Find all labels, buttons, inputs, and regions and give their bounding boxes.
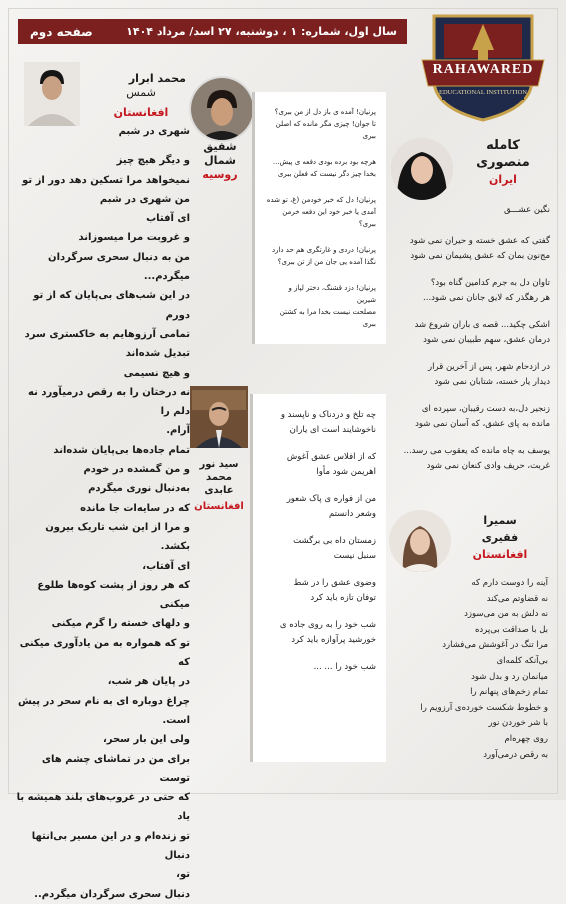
poem-line: گفتی که عشق خسته و حیران نمی شود xyxy=(409,236,550,246)
poem-stanza xyxy=(261,194,376,230)
poem-stanza xyxy=(390,444,550,474)
poem-line: درمان عشق، سهم طبیبان نمی شود xyxy=(423,335,550,345)
poem-line: مصلحت نیست بخدا مرا به کشتن xyxy=(279,308,376,316)
poem-line: روی چهره‌ام xyxy=(504,733,548,744)
poem-line: من به دنبال سحری سرگردان میگردم... xyxy=(48,251,190,283)
samira-last-name: فقیری xyxy=(481,531,519,544)
poem-line: پرنیان! آمده ی باز دل از من ببری؟ xyxy=(274,108,376,116)
poem-line: هر رهگذر که لایق جانان نمی شود... xyxy=(423,293,550,303)
poem-line: سنبل نیست xyxy=(333,551,376,561)
kamela-photo xyxy=(391,138,453,200)
person-icon xyxy=(391,138,453,200)
kamela-first-name: کامله xyxy=(486,138,520,153)
header-bar xyxy=(18,19,407,44)
kamela-country: ایران xyxy=(489,173,517,186)
poem-line: مج‌نون بمان که عشق پشیمان نمی شود xyxy=(410,251,550,261)
poem-line: شب خود را به روی جاده ی xyxy=(279,620,376,630)
poem-line: پرنیان! دل که خبر خودمن (غ، تو شده xyxy=(266,196,376,204)
poem-stanza xyxy=(261,244,376,268)
shafiq-country: روسیه xyxy=(202,168,238,181)
poem-line: مرا تنگ در آغوشش می‌فشارد xyxy=(442,640,548,651)
poem-line: ببری xyxy=(362,320,376,328)
poem-line: تمام زخم‌های پنهانم را xyxy=(470,687,548,698)
poem-line: شب خود را ... ... xyxy=(313,662,376,672)
sayed-country: افغانستان xyxy=(194,501,244,512)
poem-line: و غروبت مرا میسوزاند xyxy=(78,232,190,244)
poem-line: در پایان هر شب، xyxy=(107,676,190,688)
person-icon xyxy=(24,62,80,126)
abrar-photo xyxy=(24,62,80,126)
sayed-name-line1: سید نور محمد xyxy=(199,459,239,483)
poem-line: و دیگر هیچ چیز xyxy=(116,155,190,167)
poem-line: دنبال سحری سرگردان میگردم.. xyxy=(34,888,190,900)
poem-line: تو که همواره به من یادآوری میکنی که xyxy=(19,637,190,669)
poem-line: تو، xyxy=(176,869,190,881)
poem-line: آمدی یا خبر خود این دفعه خرمن xyxy=(282,208,376,216)
poem-line: به رقص درمی‌آورد xyxy=(483,749,548,760)
poem-line: که هر روز از پشت کوه‌ها طلوع میکنی xyxy=(37,579,190,611)
poem-stanza xyxy=(261,156,376,180)
poem-line: آرام. xyxy=(166,425,190,437)
poem-line: زمستان داه بی برگشت xyxy=(293,536,376,546)
poem-stanza xyxy=(259,576,376,606)
poem-line: تمام جاده‌ها بی‌پایان شده‌اند xyxy=(53,444,190,456)
poem-line: نمیخواهد مرا تسکین دهد دور از تو xyxy=(22,174,190,186)
poem-line: دیدار یار خسته، شتابان نمی شود xyxy=(434,377,550,387)
poem-line: و دلهای خسته را گرم میکنی xyxy=(51,618,190,630)
poem-stanza xyxy=(390,318,550,348)
poem-line: برای من در تماشای چشم های توست xyxy=(41,753,190,784)
person-icon xyxy=(190,386,248,448)
poem-line: که حتی در غروب‌های بلند همیشه با یاد xyxy=(16,792,190,823)
shafiq-first-name: شفیق xyxy=(203,140,237,153)
poem-line: آینه را دوست دارم که xyxy=(471,578,548,588)
poem-line-text: ای آفتاب، xyxy=(142,560,190,572)
poem-stanza xyxy=(259,450,376,480)
poem-line: پرنیان! دزد قشنگ، دختر لپاز و xyxy=(288,284,376,292)
poem-line: در این شب‌های بی‌پایان که از تو دورم xyxy=(33,290,190,321)
poem-line: ای آفتاب xyxy=(146,213,190,225)
poem-line: که از افلاس عشق آغوش xyxy=(286,452,376,462)
poem-line: که در سایه‌ات جا مانده xyxy=(80,502,190,514)
poem-stanza xyxy=(259,660,376,675)
poem-line: ولی این بار سحر، xyxy=(102,734,190,746)
poem-line: است. xyxy=(162,714,190,726)
poem-stanza xyxy=(390,360,550,390)
poem-line: چراغ دوباره ای به نام سحر در پیش xyxy=(18,695,190,707)
poem-line: و مرا از این شب تاریک بیرون بکشد. xyxy=(45,521,190,553)
poem-line: بخدا چیز دگر نیست که فعلن ببری xyxy=(277,170,376,178)
poem-line: میانمان رد و بدل شود xyxy=(471,671,548,682)
abrar-poem xyxy=(14,122,190,904)
sayed-poem-box xyxy=(250,394,386,762)
poem-line: تا جوان! چیزی مگر مانده که اصلن ببری xyxy=(275,120,376,140)
poem-line: شهری در شبم xyxy=(118,126,190,137)
poem-line: و من گمشده در خودم xyxy=(83,464,190,476)
poem-line: با شر خوردن نور xyxy=(488,718,548,729)
poem-stanza xyxy=(259,618,376,648)
poem-line: غربت، حریف وادی کنعان نمی شود xyxy=(426,461,550,471)
poem-stanza xyxy=(259,492,376,522)
poem-line: توفان تازه باید کرد xyxy=(310,593,376,603)
samira-country: افغانستان xyxy=(472,548,528,561)
poem-line: پرنیان! دردی و غارتگری هم حد دارد xyxy=(271,246,376,254)
logo-subtitle: EDUCATIONAL INSTITUTION xyxy=(438,89,528,96)
samira-photo xyxy=(389,510,451,572)
poem-line: ناخوشایند است ای یاران xyxy=(289,425,376,435)
shafiq-poem-box xyxy=(252,92,386,344)
poem-line: من شهری در شبم xyxy=(99,193,190,205)
poem-line xyxy=(14,141,190,151)
person-icon xyxy=(191,78,253,140)
poem-line: من از فواره ی پاک شعور xyxy=(286,494,376,504)
poem-line: تو زنده‌ام و در این مسیر بی‌انتها دنبال xyxy=(31,830,190,861)
poem-line: زنجیر دل،به دست رقیبان، سپرده ای xyxy=(421,404,550,414)
kamela-poem xyxy=(390,203,550,486)
poem-stanza xyxy=(261,282,376,330)
poem-stanza xyxy=(261,106,376,142)
poem-line: مانده به پای عشق، که آسان نمی شود xyxy=(415,419,550,429)
poem-line: به‌دنبال نوری میگردم xyxy=(88,483,190,495)
poem-line: خورشید پرآوازه باید کرد xyxy=(291,635,376,645)
poem-line: وشعر دانستم xyxy=(328,509,376,519)
poem-line: وضوی عشق را در شط xyxy=(293,578,376,588)
poem-line: اهریمن شود مأوا xyxy=(316,467,376,477)
samira-poem xyxy=(390,576,548,763)
abrar-name-line1: محمد ابرار xyxy=(128,72,186,85)
poem-line: و هیچ نسیمی xyxy=(123,367,190,379)
sayed-photo xyxy=(190,386,248,448)
poem-line: بی‌آنکه کلمه‌ای xyxy=(496,655,548,666)
shafiq-photo xyxy=(189,76,255,142)
abrar-name-line2: شمس xyxy=(126,86,156,99)
poem-line: شیرین xyxy=(356,296,376,304)
poem-stanza xyxy=(390,276,550,306)
poem-line: تبدیل شده‌اند xyxy=(125,348,190,360)
kamela-last-name: منصوری xyxy=(476,155,530,170)
poem-line: بل با صداقت بی‌پرده xyxy=(474,624,548,635)
poem-line: در ازدحام شهر، پس از آخرین قرار xyxy=(428,362,550,372)
page-label: صفحه دوم xyxy=(30,24,93,39)
rahawared-logo xyxy=(414,10,552,122)
issue-info: سال اول، شماره: ۱ ، دوشنبه، ۲۷ اسد/ مرداد ۱۴۰۴ xyxy=(126,25,397,38)
poem-stanza xyxy=(390,402,550,432)
poem-line: تاوان دل به جرم کدامین گناه بود؟ xyxy=(430,278,550,288)
poem-line: نه قضاوتم می‌کند xyxy=(486,593,548,604)
poem-line: اشکی چکید... قصه ی باران شروع شد xyxy=(414,320,550,330)
poem-line: چه تلخ و دردناک و ناپسند و xyxy=(280,410,376,420)
kamela-poem-title: نگین عشـــق xyxy=(503,205,550,215)
poem-stanza xyxy=(390,234,550,264)
logo-name: RAHAWARED xyxy=(432,62,534,77)
samira-first-name: سمیرا xyxy=(483,514,517,527)
abrar-country: افغانستان xyxy=(113,106,169,119)
shafiq-last-name: شمال xyxy=(204,154,236,167)
poem-stanza xyxy=(259,534,376,564)
poem-line: نه درختان را به رقص درمیآورد نه دلم را xyxy=(28,386,190,418)
poem-line: نه دلش به من می‌سوزد xyxy=(464,609,548,620)
person-icon xyxy=(389,510,451,572)
poem-line: نگذا آمده یی جان من از تن ببری؟ xyxy=(277,258,376,266)
poem-line: یوسف به چاه مانده که یعقوب می رسد... xyxy=(403,446,550,456)
poem-line: هرچه بود برده بودی دفعه ی پیش... xyxy=(272,158,376,166)
poem-stanza xyxy=(259,408,376,438)
poem-line xyxy=(14,557,190,576)
poem-line: و خطوط شکست خورده‌ی آرزویم را xyxy=(420,702,548,713)
poem-line: تمامی آرزوهایم به خاکستری سرد xyxy=(24,328,190,340)
sayed-name-line2: عابدی xyxy=(204,485,234,496)
poem-line: ببری؟ xyxy=(358,220,376,228)
